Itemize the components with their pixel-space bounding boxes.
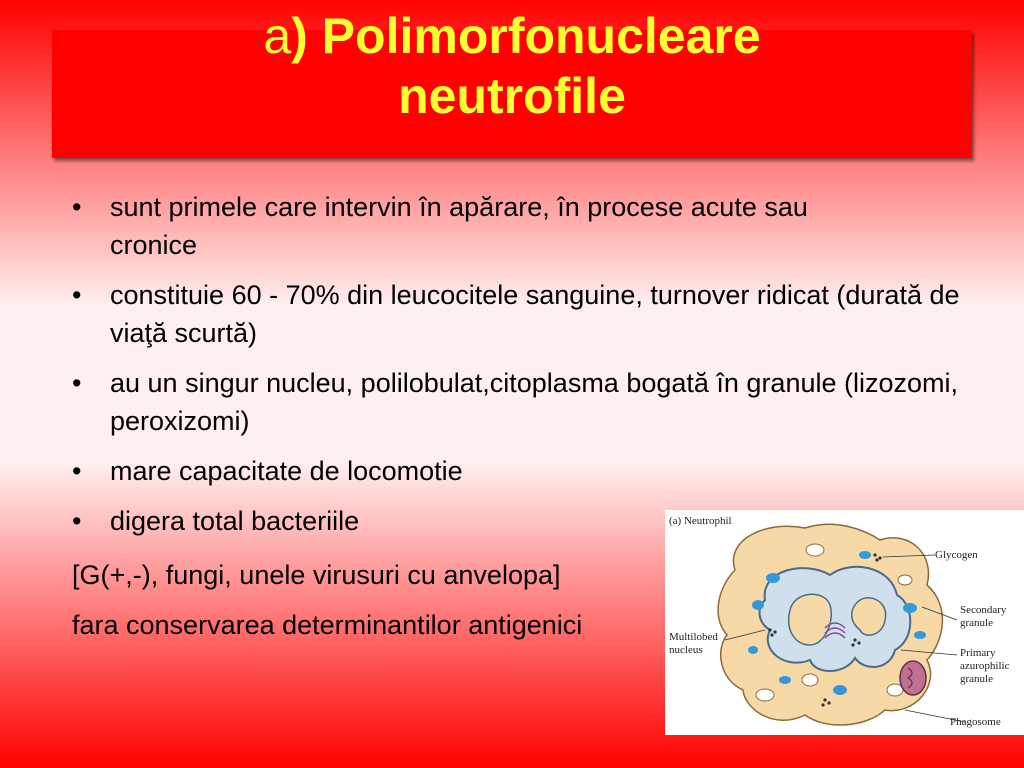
title-line-1: ) Polimorfonucleare (291, 8, 761, 64)
label-multilobed-line2: nucleus (669, 644, 703, 656)
bullet-item: • digera total bacteriile (72, 502, 932, 540)
bullet-item: • mare capacitate de locomotie (72, 452, 932, 490)
bullet-list (72, 188, 960, 552)
label-secondary-line2: granule (960, 617, 993, 629)
neutrophil-figure (665, 510, 1024, 735)
mitochondrion (900, 661, 926, 695)
title-prefix: a (263, 8, 292, 64)
label-primary-line3: granule (960, 673, 993, 685)
title-line-2: neutrofile (398, 68, 626, 124)
bullet-item: • constituie 60 - 70% din leucocitele sanguine, turnover ridicat (durată de viaţă scurtă) (72, 276, 970, 352)
label-phagosome: Phagosome (950, 716, 1001, 728)
bullet-item: • sunt primele care intervin în apărare, în procese acute sau cronice (72, 188, 870, 264)
paragraph-line-2: fara conservarea determinantilor antigenici (72, 610, 583, 640)
slide-title (0, 6, 1024, 126)
multilobed-nucleus (760, 567, 911, 671)
label-glycogen: Glycogen (935, 549, 978, 561)
bullet-item: • au un singur nucleu, polilobulat,citoplasma bogată în granule (lizozomi, peroxizomi) (72, 364, 970, 440)
label-secondary-line1: Secondary (960, 604, 1007, 616)
label-primary-line2: azurophilic (960, 660, 1010, 672)
label-primary-line1: Primary (960, 647, 996, 659)
figure-caption: (a) Neutrophil (669, 515, 732, 527)
paragraph-line-1: [G(+,-), fungi, unele virusuri cu anvelopa] (72, 560, 561, 590)
label-multilobed-line1: Multilobed (669, 631, 718, 643)
